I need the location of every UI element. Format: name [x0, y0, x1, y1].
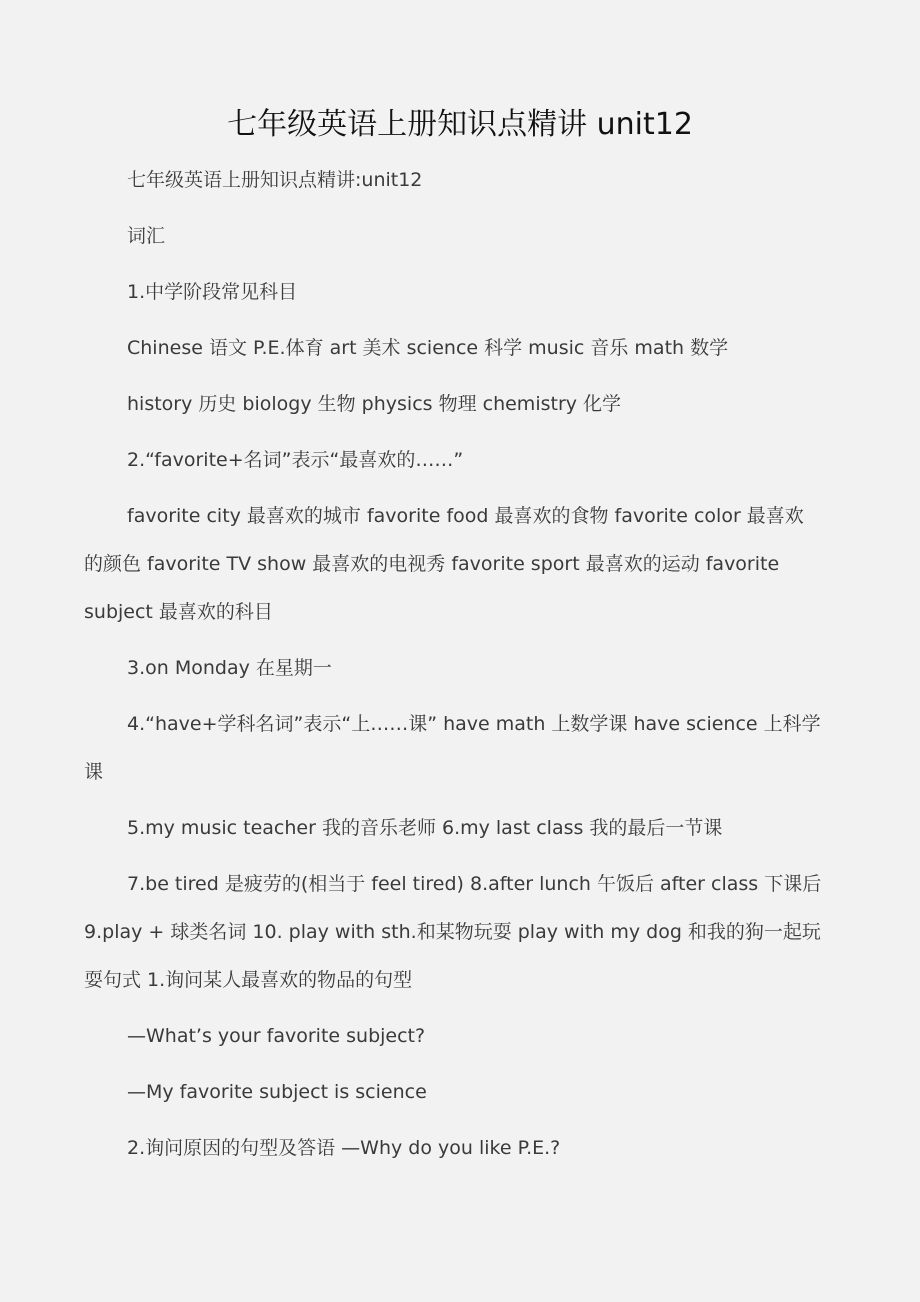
paragraph-text: 的颜色 favorite TV show 最喜欢的电视秀 favorite sport 最喜欢的运动 favorite: [84, 553, 780, 575]
paragraph-text: 课: [84, 761, 104, 783]
paragraph-dialogue-answer: [84, 1068, 844, 1116]
paragraph-item-1: [84, 268, 844, 316]
paragraph-text: —My favorite subject is science: [127, 1081, 427, 1103]
paragraph-text: —What’s your favorite subject?: [127, 1025, 426, 1047]
paragraph-pattern-2: [84, 1124, 844, 1172]
paragraph-text: 七年级英语上册知识点精讲:unit12: [127, 169, 423, 191]
paragraph-text: 2.“favorite+名词”表示“最喜欢的……”: [127, 449, 464, 471]
paragraph-text: favorite city 最喜欢的城市 favorite food 最喜欢的食物 favorite color 最喜欢: [127, 505, 804, 527]
paragraph-section-vocab: [84, 212, 844, 260]
paragraph-item-2: [84, 436, 844, 484]
document-title: 七年级英语上册知识点精讲 unit12: [227, 107, 693, 142]
paragraph-text: 3.on Monday 在星期一: [127, 657, 332, 679]
paragraph-text: 7.be tired 是疲劳的(相当于 feel tired) 8.after lunch 午饭后 after class 下课后: [127, 873, 822, 895]
paragraph-subjects-2: [84, 380, 844, 428]
paragraph-items-5-6: [84, 804, 844, 852]
paragraph-item-3: [84, 644, 844, 692]
paragraph-text: 9.play + 球类名词 10. play with sth.和某物玩耍 play with my dog 和我的狗一起玩: [84, 921, 821, 943]
paragraph-text: 5.my music teacher 我的音乐老师 6.my last class 我的最后一节课: [127, 817, 723, 839]
section-heading: 词汇: [127, 225, 166, 247]
paragraph-item-4: [84, 700, 844, 796]
paragraph-text: 4.“have+学科名词”表示“上……课” have math 上数学课 have science 上科学: [127, 713, 821, 735]
paragraph-items-7-10: [84, 860, 844, 1004]
paragraph-text: subject 最喜欢的科目: [84, 601, 273, 623]
paragraph-favorite-examples: [84, 492, 844, 636]
paragraph-dialogue-question: [84, 1012, 844, 1060]
paragraph-text: Chinese 语文 P.E.体育 art 美术 science 科学 music 音乐 math 数学: [127, 337, 729, 359]
paragraph-subtitle: [84, 156, 844, 204]
paragraph-text: 1.中学阶段常见科目: [127, 281, 298, 303]
paragraph-subjects-1: [84, 324, 844, 372]
paragraph-text: history 历史 biology 生物 physics 物理 chemistry 化学: [127, 393, 622, 415]
paragraph-text: 耍句式 1.询问某人最喜欢的物品的句型: [84, 969, 413, 991]
paragraph-text: 2.询问原因的句型及答语 —Why do you like P.E.?: [127, 1137, 561, 1159]
